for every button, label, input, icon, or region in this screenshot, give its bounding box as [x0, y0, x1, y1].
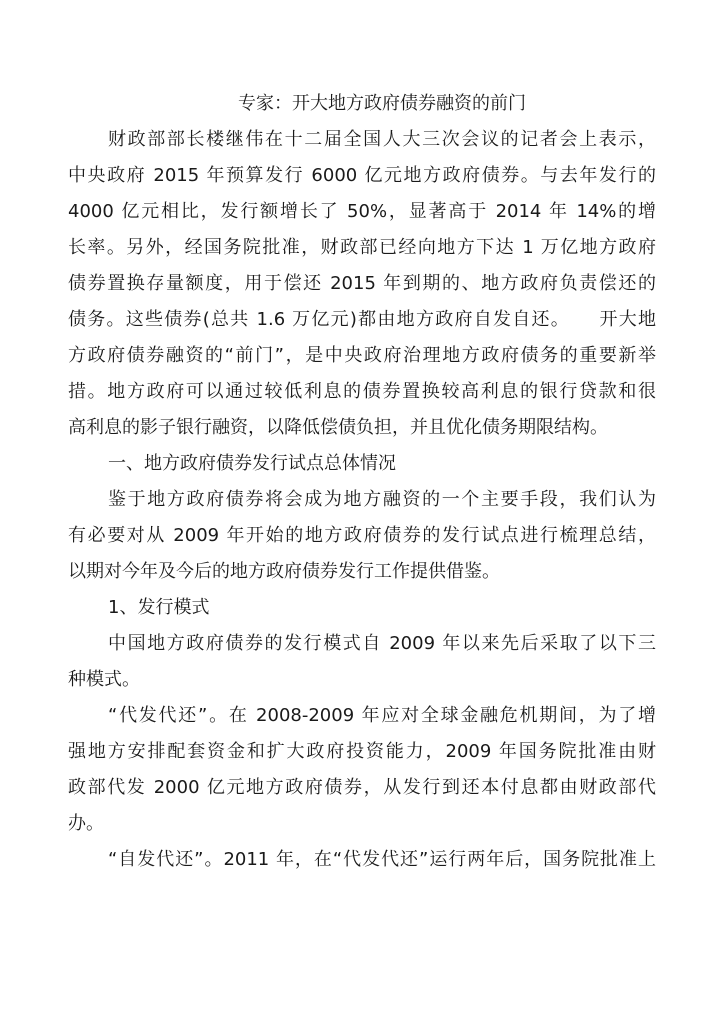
- paragraph-line: 以期对今年及今后的地方政府债券发行工作提供借鉴。: [68, 561, 500, 582]
- paragraph-line: 种模式。: [68, 669, 140, 690]
- paragraph-line: 财政部部长楼继伟在十二届全国人大三次会议的记者会上表示，: [108, 129, 656, 150]
- paragraph-line: 强地方安排配套资金和扩大政府投资能力，2009 年国务院批准由财: [68, 741, 656, 762]
- paragraph-line: “自发代还”。2011 年，在“代发代还”运行两年后，国务院批准上: [108, 849, 656, 870]
- paragraph-line: 中央政府 2015 年预算发行 6000 亿元地方政府债券。与去年发行的: [68, 165, 656, 186]
- paragraph-line: 债务。这些债券(总共 1.6 万亿元)都由地方政府自发自还。 开大地: [68, 309, 656, 330]
- section-heading: 一、地方政府债券发行试点总体情况: [108, 453, 396, 474]
- paragraph-line: 高利息的影子银行融资，以降低偿债负担，并且优化债务期限结构。: [68, 417, 608, 438]
- paragraph-line: 有必要对从 2009 年开始的地方政府债券的发行试点进行梳理总结，: [68, 525, 656, 546]
- paragraph-line: 债券置换存量额度，用于偿还 2015 年到期的、地方政府负责偿还的: [68, 273, 656, 294]
- paragraph-line: 中国地方政府债券的发行模式自 2009 年以来先后采取了以下三: [108, 633, 656, 654]
- subsection-heading: 1、发行模式: [108, 597, 210, 618]
- paragraph-line: 方政府债券融资的“前门”，是中央政府治理地方政府债务的重要新举: [68, 345, 656, 366]
- paragraph-line: 措。地方政府可以通过较低利息的债券置换较高利息的银行贷款和很: [68, 381, 656, 402]
- paragraph-line: 长率。另外，经国务院批准，财政部已经向地方下达 1 万亿地方政府: [68, 237, 656, 258]
- paragraph-line: 政部代发 2000 亿元地方政府债券，从发行到还本付息都由财政部代: [68, 777, 656, 798]
- paragraph-line: 4000 亿元相比，发行额增长了 50%，显著高于 2014 年 14%的增: [68, 201, 656, 222]
- document-title: 专家：开大地方政府债券融资的前门: [238, 93, 526, 114]
- paragraph-line: 办。: [68, 813, 104, 834]
- paragraph-line: 鉴于地方政府债券将会成为地方融资的一个主要手段，我们认为: [108, 489, 656, 510]
- paragraph-line: “代发代还”。在 2008-2009 年应对全球金融危机期间，为了增: [108, 705, 656, 726]
